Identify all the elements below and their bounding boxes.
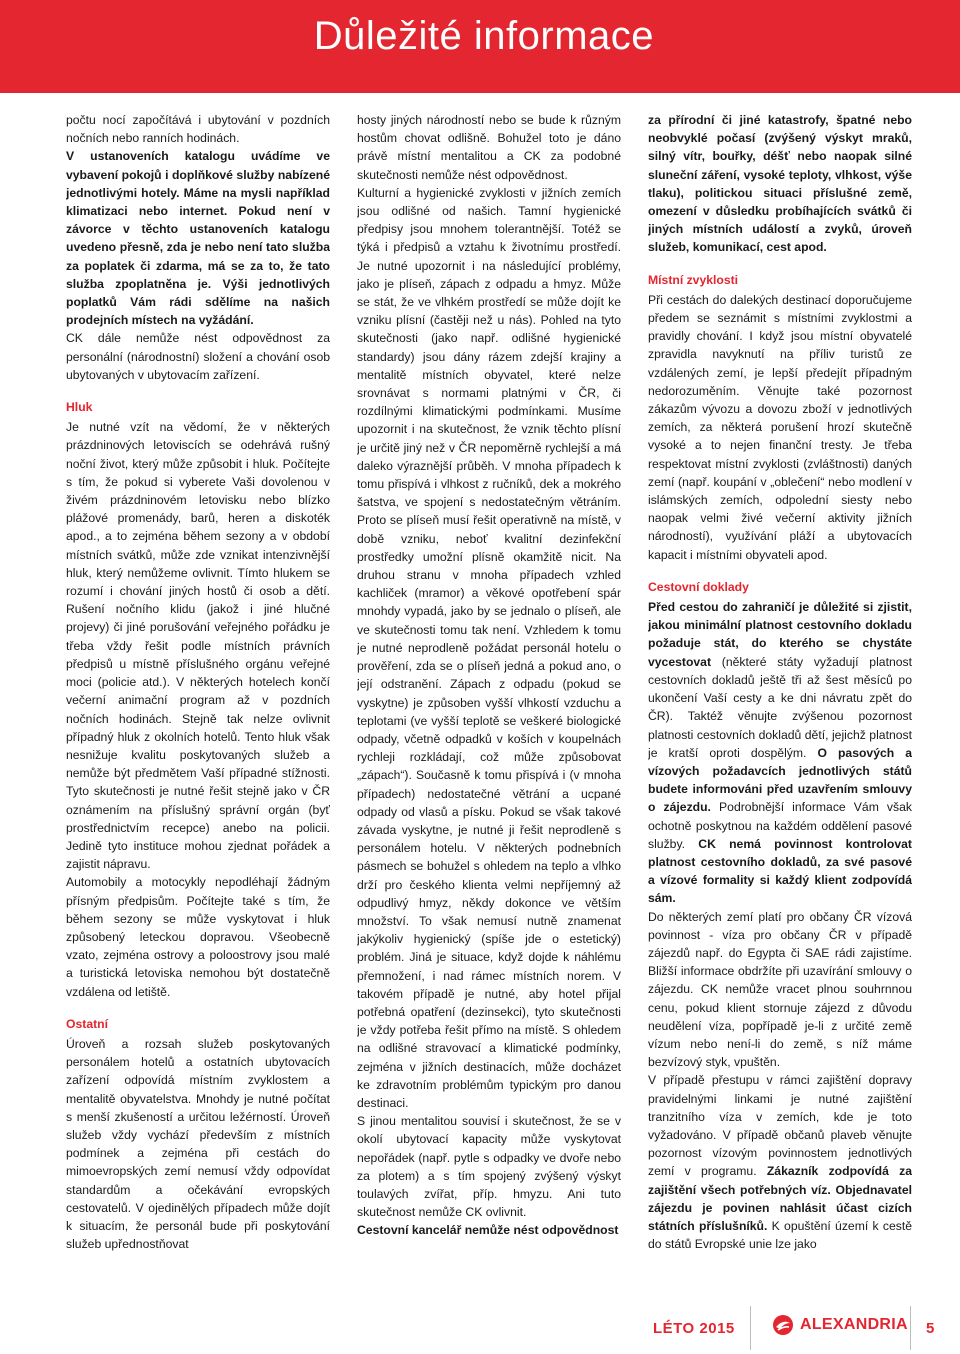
divider <box>910 1306 911 1350</box>
paragraph: Kulturní a hygienické zvyklosti v jižních zemích jsou odlišné od našich. Tamní hygienické předpisy jsou mnohem tolerantnější. Totéž se týká i předpisů a vztahu k životnímu prostředí. Je nutné upozornit i na následující problémy, jako je plíseň, zápach z odpadu a hmyz. Může se stát, že ve vlhkém prostředí se může dojít ke vzniku plísní (častěji než u nás). Pohled na tyto skutečnosti (jako např. odlišné hygienické standardy) jsou dány rázem zdejší krajiny a mentalitě místních obyvatel, které nelze srovnávat s normami platnými v ČR, či rozdílnými klimatickými podmínkami. Musíme upozornit i na skutečnost, že vznik těchto plísní je určitě jiný než v ČR nepoměrně rychlejší a má daleko výraznější průběh. V mnoha případech k tomu přispívá i vlhkost z ručníků, dek a mokrého šatstva, ve spojení s nedostatečným větráním. Proto se plíseň musí řešit operativně na místě, v době vzniku, neboť kvalitní dezinfekční prostředky umožní plísně okamžitě nicit. Na druhou stranu v mnoha případech vzhled kachliček (mramor) a věkové opotřebení spár mnohdy vypadá, jako by se jednalo o plíseň, ale ve skutečnosti tomu tak není. Vzhledem k tomu je nutné neprodleně požádat personál hotelu o prověření, zda se o plíseň jedná a pokud ano, o její odstranění. Zápach z odpadu (pokud se vyskytne) je způsoben vyšší vlhkostí vzduchu a teplotami (ve vyšší teplotě se veškeré biologické odpady, včetně odpadků v koších v koupelnách rychleji rozkládají, což může způsobovat „zápach“). Současně k tomu přispívá i (v mnoha případech) nedostatečné větrání a ucpané odpady od vlasů a písku. Pokud se však takové závada vyskytne, je nutné ji řešit neprodleně s personálem hotelu. V některých podnebních pásmech se bohužel s ohledem na teplo a vlhko drží pro českého klienta velmi nepříjemný až odpudlivý hmyz, někdy dokonce ve větším množství. To však nemusí nutně znamenat jakýkoliv hygienický (spíše jde o estetický) problém. Jiná je situace, když dojde k náhlému přemnožení, i nad rámec místních norem. V takovém případě je nutné, aby hotel přijal potřebná opatření (dezinsekci), tyto skutečnosti je vždy potřeba řešit přímo na místě. S ohledem na odlišné stravovací a klimatické podmínky, zejména v jižních destinacích, může docházet ke zdravotním problémům typickým pro danou destinaci. <box>357 185 621 1110</box>
section-title-doklady: Cestovní doklady <box>648 579 749 594</box>
paragraph: Do některých zemí platí pro občany ČR vízová povinnost - víza pro občany ČR v případě zájezdů např. do Egypta či SAE rádi zajistíme. Bližší informace obdržíte při uzavírání smlouvy o zájezdu. CK nemůže vracet plnou souhrnnou cenu, pokud klient stornuje zájezd z důvodu neudělení víza, popřípadě je-li z určité země vízum nebo není-li do země, s níž máme bezvízový styk, vpuštěn. <box>648 909 912 1070</box>
paragraph: Při cestách do dalekých destinací doporučujeme předem se seznámit s místními zvyklostmi a pravidly chování. I když jsou místní obyvatelé zpravidla navyknutí na příliv turistů ze vzdálených zemí, je lepší předejít případným nedorozuměním. Věnujte také pozornost zákazům vývozu a dovozu zboží v jednotlivých zemích, za některá porušení hrozí skutečně vysoké a to nejen finanční tresty. Je třeba respektovat místní zvyklosti (zvláštnosti) daných zemí (např. koupání v „oblečení“ nebo modlení v islámských zemích, odpolední siesty nebo naopak velmi živé večerní aktivity jižních národností), využívání pláží a ubytovacích kapacit i místními obyvateli apod. <box>648 292 912 562</box>
paragraph: Úroveň a rozsah služeb poskytovaných personálem hotelů a ostatních ubytovacích zařízení odpovídá místním zvyklostem a mentalitě obyvatelstva. Mnohdy je nutné počítat s menší zkušeností a určitou ležérností. Úroveň služeb vždy vychází především z místních podmínek a zejména při cestách do mimoevropských zemí nemusí vždy odpovídat standardům a očekávání evropských cestovatelů. V ojedinělých případech může dojít k situacím, že personál bude při poskytování služeb upřednostňovat <box>66 1036 330 1252</box>
paragraph-bold: za přírodní či jiné katastrofy, špatné nebo neobvyklé počasí (zvýšený výskyt mraků, silný vítr, bouřky, déšť nebo naopak silné sluneční záření, vysoké teploty, vlhkost, výše tlaku), politickou situaci příslušné země, omezení v důsledku probíhajících svátků či jiných místních událostí a zvyků, úroveň služeb, komunikací, cest apod. <box>648 113 912 255</box>
paragraph: S jinou mentalitou souvisí i skutečnost, že se v okolí ubytovací kapacity může vyskytovat nepořádek (např. pytle s odpadky ve dvoře nebo za plotem) a s tím spojený zvýšený výskyt toulavých zvířat, příp. hmyzu. Ani tuto skutečnost nemůže CK ovlivnit. <box>357 1114 621 1220</box>
paragraph: počtu nocí započítává i ubytování v pozdních nočních nebo ranních hodinách. <box>66 113 330 146</box>
header-banner <box>0 0 960 93</box>
brand-name: ALEXANDRIA <box>800 1316 908 1333</box>
brand-logo <box>772 1314 908 1336</box>
divider <box>750 1306 751 1350</box>
paragraph-bold: V ustanoveních katalogu uvádíme ve vybavení pokojů i doplňkové služby nabízené jednotlivými hotely. Máme na mysli například klimatizaci nebo internet. Pokud není v závorce v těchto ustanoveních katalogu uvedeno přesně, zda je nebo není tato služba za poplatek či zdarma, má se za to, že tato služba zpoplatněna je. Výši jednotlivých poplatků Vám rádi sdělíme na našich prodejních místech na vyžádání. <box>66 149 330 328</box>
column-1 <box>66 111 330 1291</box>
page-number: 5 <box>926 1320 935 1337</box>
section-title-mistni: Místní zvyklosti <box>648 272 739 287</box>
paragraph: V případě přestupu v rámci zajištění dopravy pravidelnými linkami je nutné zajištění tranzitního víza v zemích, kde je toto vyžadováno. V případě občanů plaveb věnujte pozornost vízovým povinnostem jednotlivých zemí v programu. Zákazník zodpovídá za zajištění všech potřebných víz. Objednavatel zájezdu je povinen nahlásit účast cizích státních příslušníků. K opuštění území k cestě do států Evropské unie lze jako <box>648 1073 912 1252</box>
page-title: Důležité informace <box>313 14 654 58</box>
section-title-hluk: Hluk <box>66 400 93 415</box>
paragraph: Je nutné vzít na vědomí, že v některých prázdninových letoviscích se odehrává rušný noční život, který může způsobit i hluk. Počítejte s tím, že pokud si vyberete Vaši dovolenou v živém prázdninovém letovisku nebo blízko plážové promenády, barů, heren a diskoték apod., a to zejména během sezony a v období místních svátků, může zde vznikat intenzivnější hluk, který nemůžeme ovlivnit. Tímto hlukem se rozumí i chování jiných hostů či osob a dětí. Rušení nočního klidu (jakož i jiné hlučné projevy) či jiné porušování veřejného pořádku je třeba vždy řešit podle místních právních předpisů u místně příslušného orgánu veřejné moci (policie atd.). V některých hotelech končí večerní animační program až v pozdních nočních hodinách. Stejně tak nelze ovlivnit případný hluk z okolních hotelů. Tento hluk však nesnižuje kvalitu poskytovaných služeb a nemůže být předmětem Vaší případné stížnosti. Tyto skutečnosti je nutné řešit stejně jako v ČR oznámením na příslušný správní orgán (byť prostřednictvím recepce) anebo na policii. Jedině tyto instituce mohou zjednat pořádek a zajistit nápravu. <box>66 420 330 872</box>
column-3 <box>648 111 912 1291</box>
brand-logo-icon <box>772 1314 794 1336</box>
paragraph: Před cestou do zahraničí je důležité si zjistit, jakou minimální platnost cestovního dokladu požaduje stát, do kterého se chystáte vycestovat (některé státy vyžadují platnost cestovních dokladů ještě tři až šest měsíců po ukončení Vaší cesty a ke dni návratu zpět do ČR). Taktéž věnujte zvýšenou pozornost platnosti cestovních dokladů dětí, jejichž platnost je kratší oproti dospělým. O pasových a vízových požadavcích jednotlivých států budete informováni před uzavřením smlouvy o zájezdu. Podrobnější informace Vám však ochotně poskytnou na každém oddělení pasové služby. CK nemá povinnost kontrolovat platnost cestovního dokladů, za své pasové a vízové formality si každý klient zodpovídá sám. <box>648 600 912 906</box>
section-title-ostatni: Ostatní <box>66 1016 108 1031</box>
paragraph: Automobily a motocykly nepodléhají žádným přísným předpisům. Počítejte také s tím, že během sezony se může vyskytovat i hluk způsobený leteckou dopravou. Všeobecně vzato, zejména ostrovy a poloostrovy jsou malé a turistická letoviska nemohou být dostatečně vzdálena od letiště. <box>66 875 330 999</box>
paragraph: hosty jiných národností nebo se bude k různým hostům chovat odlišně. Bohužel toto je dáno právě místní mentalitou a CK za podobné skutečnosti nemůže nést odpovědnost. <box>357 113 621 182</box>
paragraph: CK dále nemůže nést odpovědnost za personální (národnostní) složení a chování osob ubytovaných v ubytovacím zařízení. <box>66 331 330 382</box>
footer <box>0 1300 960 1354</box>
column-2 <box>357 111 621 1291</box>
paragraph-bold: Cestovní kancelář nemůže nést odpovědnost <box>357 1223 619 1238</box>
season-label: LÉTO 2015 <box>653 1320 735 1337</box>
